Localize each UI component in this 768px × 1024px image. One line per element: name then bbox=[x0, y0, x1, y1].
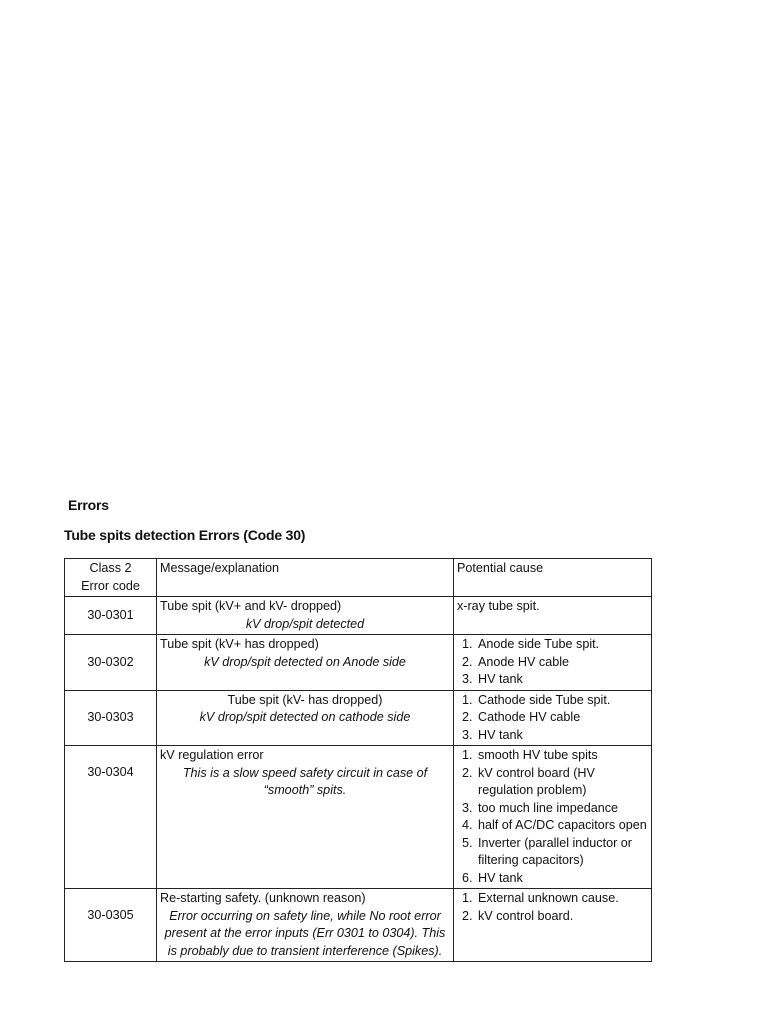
section-title: Errors bbox=[68, 497, 109, 513]
header-code-line2: Error code bbox=[81, 578, 140, 593]
cause-cell bbox=[454, 597, 652, 635]
table-row bbox=[65, 889, 652, 962]
explanation-text: kV drop/spit detected bbox=[245, 616, 365, 631]
table-row bbox=[65, 597, 652, 635]
cause-text: x-ray tube spit. bbox=[457, 599, 540, 613]
error-table bbox=[64, 558, 652, 962]
cause-cell bbox=[454, 635, 652, 691]
cause-cell bbox=[454, 746, 652, 889]
cause-list bbox=[457, 890, 648, 925]
message-text: Re-starting safety. (unknown reason) bbox=[160, 891, 366, 905]
cause-item: 1. Cathode side Tube spit. bbox=[476, 692, 648, 710]
cause-item: 1. External unknown cause. bbox=[476, 890, 648, 908]
error-code: 30-0303 bbox=[65, 690, 157, 746]
cause-item: 5. Inverter (parallel inductor or filtering capacitors) bbox=[476, 835, 648, 870]
cause-list bbox=[457, 747, 648, 887]
cause-item: 2. Anode HV cable bbox=[476, 654, 648, 672]
header-cause: Potential cause bbox=[454, 559, 652, 597]
cause-cell bbox=[454, 690, 652, 746]
header-error-code bbox=[65, 559, 157, 597]
header-message: Message/explanation bbox=[157, 559, 454, 597]
explanation-text: This is a slow speed safety circuit in case of “smooth” spits. bbox=[182, 765, 428, 797]
cause-item: 2. Cathode HV cable bbox=[476, 709, 648, 727]
message-cell bbox=[157, 597, 454, 635]
error-code: 30-0301 bbox=[65, 597, 157, 635]
message-text: Tube spit (kV+ has dropped) bbox=[160, 637, 319, 651]
subsection-title: Tube spits detection Errors (Code 30) bbox=[64, 527, 306, 543]
explanation-text: Error occurring on safety line, while No root error present at the error inputs (Err 0301 to 0304). This is probably due to transient interference (Spikes). bbox=[164, 908, 446, 958]
message-cell bbox=[157, 690, 454, 746]
cause-item: 3. HV tank bbox=[476, 671, 648, 689]
cause-item: 3. HV tank bbox=[476, 727, 648, 745]
table-row bbox=[65, 690, 652, 746]
cause-list bbox=[457, 636, 648, 689]
table-header-row bbox=[65, 559, 652, 597]
cause-list bbox=[457, 692, 648, 745]
cause-item: 2. kV control board. bbox=[476, 908, 648, 926]
error-code: 30-0304 bbox=[65, 746, 157, 889]
message-cell bbox=[157, 746, 454, 889]
cause-item: 1. smooth HV tube spits bbox=[476, 747, 648, 765]
table-row bbox=[65, 746, 652, 889]
cause-item: 1. Anode side Tube spit. bbox=[476, 636, 648, 654]
explanation-text: kV drop/spit detected on cathode side bbox=[199, 710, 411, 724]
header-code-line1: Class 2 bbox=[89, 561, 132, 575]
error-code: 30-0305 bbox=[65, 889, 157, 962]
explanation-text: kV drop/spit detected on Anode side bbox=[204, 654, 406, 669]
message-text: Tube spit (kV+ and kV- dropped) bbox=[160, 599, 342, 613]
table-row bbox=[65, 635, 652, 691]
cause-item: 4. half of AC/DC capacitors open bbox=[476, 817, 648, 835]
error-code: 30-0302 bbox=[65, 635, 157, 691]
message-cell bbox=[157, 889, 454, 962]
message-text: Tube spit (kV- has dropped) bbox=[227, 692, 383, 707]
cause-cell bbox=[454, 889, 652, 962]
cause-item: 6. HV tank bbox=[476, 870, 648, 888]
cause-item: 3. too much line impedance bbox=[476, 800, 648, 818]
cause-item: 2. kV control board (HV regulation problem) bbox=[476, 765, 648, 800]
message-text: kV regulation error bbox=[160, 748, 264, 762]
message-cell bbox=[157, 635, 454, 691]
